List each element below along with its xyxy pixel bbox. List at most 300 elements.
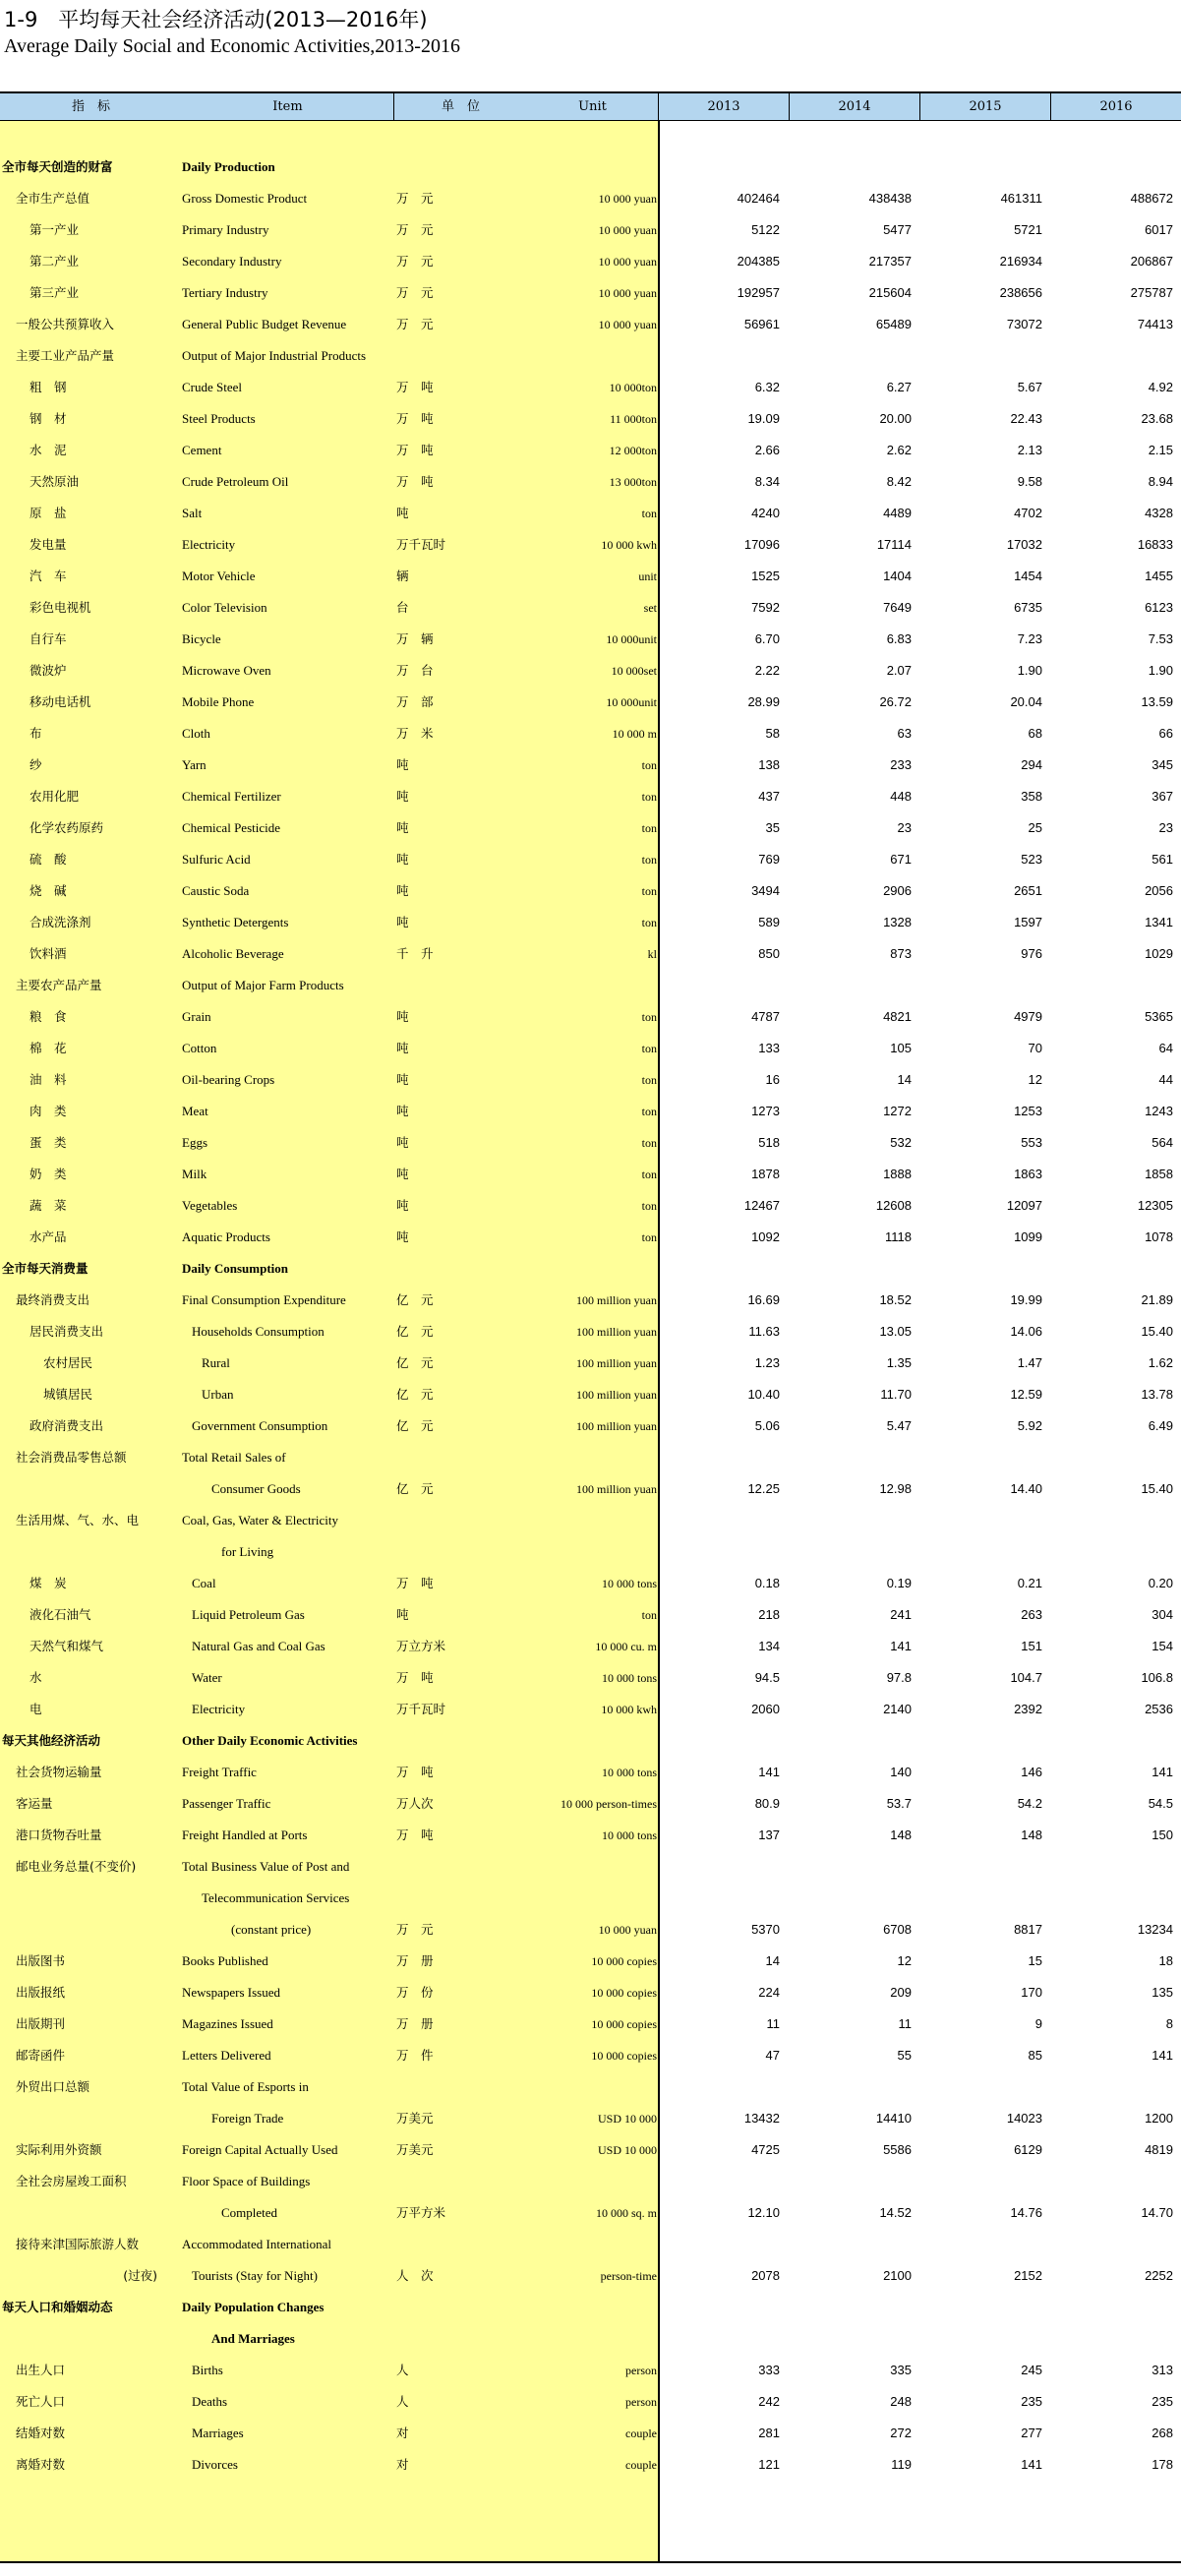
item-english: for Living <box>221 1544 274 1559</box>
table-row <box>0 214 1181 246</box>
table-row <box>0 718 1181 749</box>
unit-english: 10 000 person-times <box>561 1797 657 1811</box>
item-english: Sulfuric Acid <box>182 852 251 867</box>
unit-chinese: 万平方米 <box>396 2205 446 2220</box>
value-2016: 154 <box>1151 1639 1173 1653</box>
value-2013: 1878 <box>751 1167 780 1181</box>
value-2014: 18.52 <box>879 1292 912 1307</box>
item-english: And Marriages <box>211 2331 295 2346</box>
item-english: Cloth <box>182 726 210 741</box>
unit-chinese: 万 吨 <box>396 1576 434 1590</box>
value-2015: 277 <box>1021 2426 1042 2440</box>
value-2013: 8.34 <box>754 474 780 489</box>
value-2013: 94.5 <box>754 1670 780 1685</box>
table-row <box>0 529 1181 561</box>
indicator-chinese: 奶 类 <box>30 1167 67 1181</box>
value-2016: 44 <box>1158 1072 1173 1087</box>
table-row <box>0 2197 1181 2229</box>
unit-english: 100 million yuan <box>576 1293 657 1307</box>
indicator-chinese: 粮 食 <box>30 1009 67 1024</box>
unit-chinese: 万 吨 <box>396 411 434 426</box>
indicator-chinese: 每天其他经济活动 <box>2 1733 101 1748</box>
table-row <box>0 561 1181 592</box>
unit-chinese: 亿 元 <box>396 1355 434 1370</box>
unit-english: 12 000ton <box>609 444 657 457</box>
unit-english: ton <box>641 1042 657 1055</box>
value-2015: 1099 <box>1014 1229 1042 1244</box>
table-row <box>0 844 1181 875</box>
indicator-chinese: 离婚对数 <box>16 2457 66 2472</box>
value-2014: 272 <box>890 2426 912 2440</box>
value-2015: 976 <box>1021 946 1042 961</box>
value-2015: 4979 <box>1014 1009 1042 1024</box>
table-row <box>0 277 1181 309</box>
table-row <box>0 938 1181 970</box>
indicator-chinese: 天然原油 <box>30 474 80 489</box>
value-2014: 12 <box>897 1953 912 1968</box>
value-2013: 2060 <box>751 1702 780 1716</box>
unit-chinese: 对 <box>396 2457 409 2472</box>
unit-english: set <box>643 601 657 615</box>
indicator-chinese: 出版报纸 <box>16 1985 66 2000</box>
header-unit-chinese: 单 位 <box>441 99 480 114</box>
header-indicator: 指 标 <box>71 99 110 114</box>
table-row <box>0 2229 1181 2260</box>
indicator-chinese: 最终消费支出 <box>16 1292 90 1307</box>
value-2013: 224 <box>758 1985 780 2000</box>
unit-english: 10 000 copies <box>591 2017 657 2031</box>
unit-english: 10 000 cu. m <box>595 1640 657 1653</box>
item-english: Output of Major Farm Products <box>182 978 344 992</box>
value-2016: 488672 <box>1130 191 1173 206</box>
indicator-chinese: 生活用煤、气、水、电 <box>16 1513 140 1528</box>
item-english: Synthetic Detergents <box>182 915 289 929</box>
value-2013: 12467 <box>743 1198 780 1213</box>
indicator-chinese: 彩色电视机 <box>30 600 91 615</box>
unit-english: 10 000 copies <box>591 1986 657 2000</box>
item-english: Microwave Oven <box>182 663 271 678</box>
value-2013: 333 <box>758 2363 780 2377</box>
indicator-chinese: 布 <box>30 726 42 741</box>
table-row <box>0 1977 1181 2008</box>
item-english: Chemical Pesticide <box>182 820 281 835</box>
table-row <box>0 1410 1181 1442</box>
indicator-chinese: 发电量 <box>30 537 67 552</box>
value-2016: 8.94 <box>1148 474 1173 489</box>
value-2016: 268 <box>1151 2426 1173 2440</box>
value-2013: 518 <box>758 1135 780 1150</box>
table-row <box>0 1914 1181 1946</box>
item-english: Daily Population Changes <box>182 2300 325 2314</box>
value-2013: 5122 <box>751 222 780 237</box>
value-2016: 106.8 <box>1141 1670 1173 1685</box>
item-english: Electricity <box>182 537 236 552</box>
value-2014: 141 <box>890 1639 912 1653</box>
value-2014: 12608 <box>875 1198 912 1213</box>
table-row <box>0 1473 1181 1505</box>
item-english: Accommodated International <box>182 2237 331 2251</box>
value-2013: 850 <box>758 946 780 961</box>
value-2016: 235 <box>1151 2394 1173 2409</box>
indicator-chinese: 出版图书 <box>16 1953 66 1968</box>
value-2014: 209 <box>890 1985 912 2000</box>
value-2013: 2.66 <box>754 443 780 457</box>
value-2013: 19.09 <box>747 411 780 426</box>
unit-chinese: 吨 <box>396 1167 409 1181</box>
table-row <box>0 687 1181 718</box>
value-2014: 448 <box>890 789 912 804</box>
unit-english: 10 000 tons <box>601 1577 657 1590</box>
unit-chinese: 亿 元 <box>396 1387 434 1402</box>
table-row <box>0 466 1181 498</box>
item-english: Steel Products <box>182 411 256 426</box>
value-2016: 141 <box>1151 1765 1173 1779</box>
value-2015: 14.76 <box>1010 2205 1042 2220</box>
unit-chinese: 万千瓦时 <box>396 1702 446 1716</box>
unit-chinese: 吨 <box>396 1135 409 1150</box>
value-2016: 561 <box>1151 852 1173 867</box>
value-2013: 204385 <box>737 254 780 269</box>
value-2016: 367 <box>1151 789 1173 804</box>
unit-chinese: 万 册 <box>396 1953 434 1968</box>
indicator-chinese: 第一产业 <box>30 222 80 237</box>
value-2014: 148 <box>890 1827 912 1842</box>
table-row <box>0 1127 1181 1159</box>
indicator-chinese: 全市每天消费量 <box>2 1261 89 1276</box>
value-2013: 12.25 <box>747 1481 780 1496</box>
item-english: Magazines Issued <box>182 2016 273 2031</box>
item-english: Urban <box>202 1387 234 1402</box>
table-row <box>0 1222 1181 1253</box>
value-2014: 233 <box>890 757 912 772</box>
header-unit-english: Unit <box>527 93 659 120</box>
unit-chinese: 万 部 <box>396 694 434 709</box>
value-2016: 1029 <box>1145 946 1173 961</box>
value-2013: 28.99 <box>747 694 780 709</box>
value-2015: 5.67 <box>1017 380 1042 394</box>
value-2015: 85 <box>1028 2048 1042 2063</box>
unit-chinese: 万美元 <box>396 2111 434 2126</box>
value-2014: 5477 <box>883 222 912 237</box>
indicator-chinese: 全市每天创造的财富 <box>2 159 113 174</box>
unit-chinese: 人 次 <box>396 2268 434 2283</box>
value-2014: 6708 <box>883 1922 912 1937</box>
indicator-chinese: 一般公共预算收入 <box>16 317 115 331</box>
value-2015: 1863 <box>1014 1167 1042 1181</box>
table-row <box>0 781 1181 812</box>
unit-english: ton <box>641 758 657 772</box>
value-2013: 3494 <box>751 883 780 898</box>
table-row <box>0 1599 1181 1631</box>
item-english: (constant price) <box>231 1922 312 1937</box>
value-2015: 8817 <box>1014 1922 1042 1937</box>
value-2015: 9.58 <box>1017 474 1042 489</box>
indicator-chinese: 第二产业 <box>30 254 80 269</box>
value-2013: 437 <box>758 789 780 804</box>
item-english: Alcoholic Beverage <box>182 946 284 961</box>
item-english: Total Business Value of Post and <box>182 1859 350 1874</box>
unit-chinese: 万立方米 <box>396 1639 446 1653</box>
value-2016: 178 <box>1151 2457 1173 2472</box>
unit-english: ton <box>641 1168 657 1181</box>
unit-english: 10 000 tons <box>601 1828 657 1842</box>
indicator-chinese: 蛋 类 <box>30 1135 67 1150</box>
indicator-chinese: 农村居民 <box>43 1355 93 1370</box>
unit-chinese: 万 米 <box>396 726 434 741</box>
unit-english: ton <box>641 1136 657 1150</box>
value-2014: 241 <box>890 1607 912 1622</box>
unit-chinese: 吨 <box>396 820 409 835</box>
item-english: Mobile Phone <box>182 694 255 709</box>
unit-chinese: 人 <box>396 2363 409 2377</box>
value-2014: 140 <box>890 1765 912 1779</box>
unit-english: 10 000 copies <box>591 1954 657 1968</box>
value-2016: 5365 <box>1145 1009 1173 1024</box>
value-2015: 148 <box>1021 1827 1042 1842</box>
value-2014: 0.19 <box>886 1576 912 1590</box>
indicator-chinese: 肉 类 <box>30 1104 67 1118</box>
indicator-chinese: 主要农产品产量 <box>16 978 102 992</box>
table-row <box>0 1820 1181 1851</box>
value-2016: 150 <box>1151 1827 1173 1842</box>
value-2014: 14.52 <box>879 2205 912 2220</box>
value-2013: 2.22 <box>754 663 780 678</box>
value-2015: 151 <box>1021 1639 1042 1653</box>
value-2015: 5721 <box>1014 222 1042 237</box>
value-2015: 73072 <box>1006 317 1042 331</box>
table-row <box>0 1379 1181 1410</box>
unit-english: 10 000 tons <box>601 1766 657 1779</box>
statistics-table <box>0 91 1181 2563</box>
indicator-chinese: 水 泥 <box>30 443 67 457</box>
value-2013: 281 <box>758 2426 780 2440</box>
value-2016: 206867 <box>1130 254 1173 269</box>
unit-chinese: 万千瓦时 <box>396 537 446 552</box>
value-2014: 11.70 <box>880 1387 912 1402</box>
section-row <box>0 1253 1181 1285</box>
value-2014: 2906 <box>883 883 912 898</box>
value-2015: 2152 <box>1014 2268 1042 2283</box>
value-2013: 10.40 <box>747 1387 780 1402</box>
value-2015: 216934 <box>999 254 1042 269</box>
value-2015: 170 <box>1021 1985 1042 2000</box>
value-2015: 1597 <box>1014 915 1042 929</box>
item-english: Births <box>192 2363 223 2377</box>
unit-chinese: 万美元 <box>396 2142 434 2157</box>
value-2015: 1.90 <box>1017 663 1042 678</box>
unit-english: ton <box>641 853 657 867</box>
unit-english: person-time <box>600 2269 657 2283</box>
value-2014: 4821 <box>883 1009 912 1024</box>
unit-english: unit <box>638 569 657 583</box>
value-2015: 19.99 <box>1010 1292 1042 1307</box>
value-2016: 16833 <box>1137 537 1173 552</box>
table-row <box>0 498 1181 529</box>
item-english: Floor Space of Buildings <box>182 2174 311 2188</box>
item-english: Completed <box>221 2205 278 2220</box>
item-english: Cement <box>182 443 222 457</box>
unit-english: ton <box>641 1230 657 1244</box>
item-english: Coal <box>192 1576 216 1590</box>
value-2016: 2.15 <box>1148 443 1173 457</box>
table-row <box>0 1662 1181 1694</box>
item-english: Grain <box>182 1009 211 1024</box>
value-2016: 7.53 <box>1148 631 1173 646</box>
table-row <box>0 2134 1181 2166</box>
unit-chinese: 万 台 <box>396 663 434 678</box>
table-header <box>0 93 1181 121</box>
value-2016: 1858 <box>1145 1167 1173 1181</box>
unit-english: ton <box>641 916 657 929</box>
value-2014: 12.98 <box>879 1481 912 1496</box>
item-english: Rural <box>202 1355 230 1370</box>
unit-english: 10 000 m <box>612 727 657 741</box>
table-row <box>0 1694 1181 1725</box>
value-2013: 13432 <box>743 2111 780 2126</box>
item-english: Other Daily Economic Activities <box>182 1733 358 1748</box>
unit-chinese: 万 辆 <box>396 631 434 646</box>
unit-chinese: 吨 <box>396 1607 409 1622</box>
unit-english: 10 000unit <box>606 632 657 646</box>
value-2013: 47 <box>765 2048 780 2063</box>
item-english: Marriages <box>192 2426 244 2440</box>
table-row <box>0 624 1181 655</box>
unit-english: couple <box>625 2426 657 2440</box>
value-2016: 141 <box>1151 2048 1173 2063</box>
indicator-chinese: 外贸出口总额 <box>16 2079 90 2094</box>
value-2013: 2078 <box>751 2268 780 2283</box>
indicator-chinese: 水 <box>30 1670 42 1685</box>
item-english: Color Television <box>182 600 267 615</box>
value-2013: 589 <box>758 915 780 929</box>
item-english: Daily Production <box>182 159 275 174</box>
value-2013: 6.70 <box>754 631 780 646</box>
value-2014: 97.8 <box>886 1670 912 1685</box>
unit-chinese: 万 吨 <box>396 474 434 489</box>
value-2015: 263 <box>1021 1607 1042 1622</box>
header-year-2016: 2016 <box>1099 99 1133 114</box>
item-english: Salt <box>182 506 203 520</box>
unit-chinese: 吨 <box>396 915 409 929</box>
unit-chinese: 人 <box>396 2394 409 2409</box>
indicator-chinese: 液化石油气 <box>30 1607 91 1622</box>
item-english: Books Published <box>182 1953 268 1968</box>
unit-chinese: 千 升 <box>396 946 434 961</box>
value-2016: 74413 <box>1137 317 1173 331</box>
section-row <box>0 1725 1181 1757</box>
value-2013: 192957 <box>737 285 780 300</box>
item-english: Tourists (Stay for Night) <box>192 2268 318 2283</box>
indicator-chinese: 出生人口 <box>16 2363 66 2377</box>
unit-chinese: 亿 元 <box>396 1292 434 1307</box>
unit-chinese: 万 册 <box>396 2016 434 2031</box>
table-row <box>0 1788 1181 1820</box>
value-2014: 55 <box>897 2048 912 2063</box>
indicator-chinese: 钢 材 <box>30 411 67 426</box>
value-2013: 5370 <box>751 1922 780 1937</box>
value-2016: 4328 <box>1145 506 1173 520</box>
unit-chinese: 万 元 <box>396 254 434 269</box>
value-2013: 4725 <box>751 2142 780 2157</box>
table-row <box>0 2008 1181 2040</box>
indicator-chinese: 城镇居民 <box>43 1387 93 1402</box>
unit-chinese: 对 <box>396 2426 409 2440</box>
table-row <box>0 1096 1181 1127</box>
value-2014: 5.47 <box>886 1418 912 1433</box>
item-english: Meat <box>182 1104 208 1118</box>
table-row <box>0 812 1181 844</box>
table-row <box>0 1536 1181 1568</box>
value-2015: 2651 <box>1014 883 1042 898</box>
unit-english: 10 000 copies <box>591 2049 657 2063</box>
indicator-chinese: 烧 碱 <box>30 883 67 898</box>
item-english: Yarn <box>182 757 207 772</box>
value-2014: 2140 <box>883 1702 912 1716</box>
table-row <box>0 1568 1181 1599</box>
item-english: Consumer Goods <box>211 1481 301 1496</box>
value-2014: 217357 <box>868 254 912 269</box>
value-2014: 532 <box>890 1135 912 1150</box>
item-english: Output of Major Industrial Products <box>182 348 367 363</box>
unit-english: ton <box>641 790 657 804</box>
unit-english: person <box>625 2395 657 2409</box>
value-2014: 65489 <box>875 317 912 331</box>
value-2016: 1.90 <box>1148 663 1173 678</box>
value-2014: 13.05 <box>879 1324 912 1339</box>
indicator-chinese: 全社会房屋竣工面积 <box>16 2174 127 2188</box>
unit-english: 100 million yuan <box>576 1325 657 1339</box>
item-english: Final Consumption Expenditure <box>182 1292 346 1307</box>
table-row <box>0 1001 1181 1033</box>
value-2016: 23 <box>1158 820 1173 835</box>
unit-chinese: 吨 <box>396 852 409 867</box>
value-2015: 14023 <box>1006 2111 1042 2126</box>
table-row <box>0 1757 1181 1788</box>
item-english: Telecommunication Services <box>202 1890 350 1905</box>
unit-chinese: 万 件 <box>396 2048 434 2063</box>
value-2016: 345 <box>1151 757 1173 772</box>
unit-english: ton <box>641 1608 657 1622</box>
value-2016: 1078 <box>1145 1229 1173 1244</box>
unit-english: 10 000 yuan <box>598 192 657 206</box>
unit-english: ton <box>641 1199 657 1213</box>
unit-english: USD 10 000 <box>597 2143 657 2157</box>
indicator-chinese: 煤 炭 <box>30 1576 67 1590</box>
table-title-english: Average Daily Social and Economic Activities,2013-2016 <box>4 35 460 57</box>
item-english: Letters Delivered <box>182 2048 271 2063</box>
value-2016: 21.89 <box>1141 1292 1173 1307</box>
unit-english: 10 000 yuan <box>598 318 657 331</box>
table-row <box>0 875 1181 907</box>
unit-english: 10 000unit <box>606 695 657 709</box>
unit-chinese: 亿 元 <box>396 1481 434 1496</box>
table-row <box>0 1064 1181 1096</box>
value-2015: 14.06 <box>1010 1324 1042 1339</box>
indicator-chinese: 第三产业 <box>30 285 80 300</box>
item-english: Households Consumption <box>192 1324 325 1339</box>
value-2014: 20.00 <box>879 411 912 426</box>
value-2013: 1.23 <box>754 1355 780 1370</box>
item-english: Crude Petroleum Oil <box>182 474 289 489</box>
indicator-chinese: 粗 钢 <box>30 380 67 394</box>
item-english: Motor Vehicle <box>182 569 256 583</box>
table-row <box>0 2386 1181 2418</box>
indicator-chinese: 油 料 <box>30 1072 67 1087</box>
value-2015: 2.13 <box>1017 443 1042 457</box>
value-2013: 1525 <box>751 569 780 583</box>
value-2013: 133 <box>758 1041 780 1055</box>
item-english: Primary Industry <box>182 222 269 237</box>
